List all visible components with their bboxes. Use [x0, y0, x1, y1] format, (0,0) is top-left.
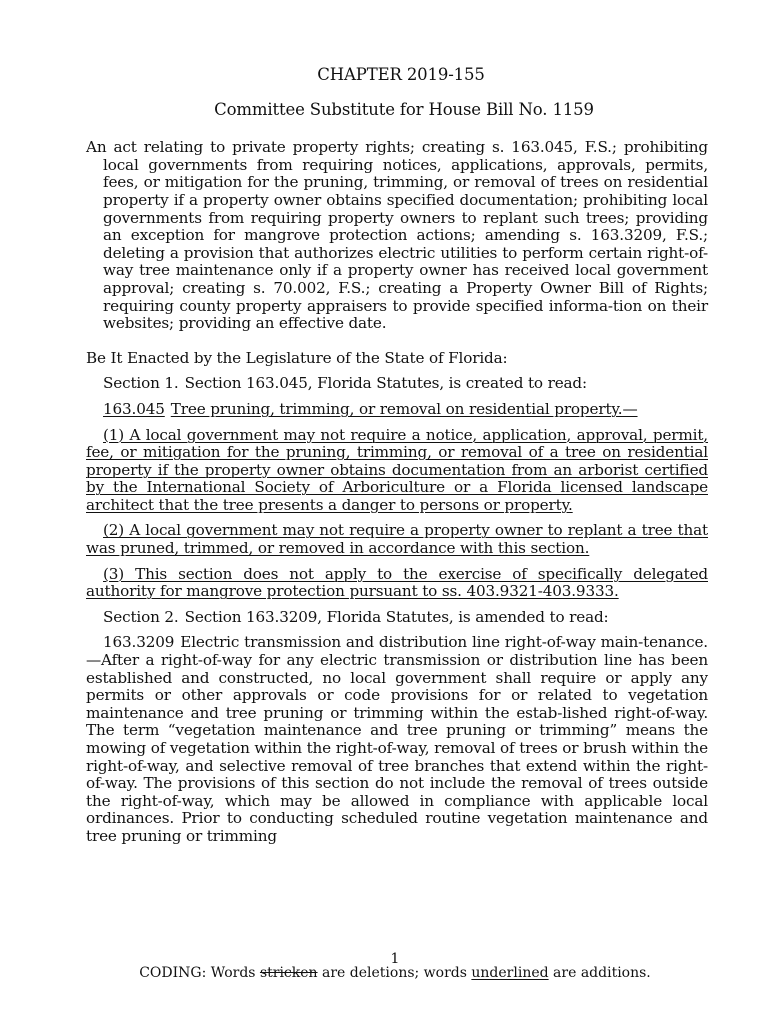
section-163-3209-body — [86, 634, 708, 845]
heading-number: 163.045 Tree pruning, trimming, or removal on residential property.— — [103, 399, 638, 418]
statute-body: Electric transmission and distribution line right-of-way main-tenance.—After a right-of-way for any electric transmission or distribution line has been established and constructed, no local government shall require or apply any permits or other approvals or code provisions for or related to vegetation maintenance and tree pruning or trimming within the estab-lished right-of-way. The term “vegetation maintenance and tree pruning or trimming” means the mowing of vegetation within the right-of-way, removal of trees or brush within the right-of-way, and selective removal of tree branches that extend within the right-of-way. The provisions of this section do not include the removal of trees outside the right-of-way, which may be allowed in compliance with applicable local ordinances. Prior to conducting scheduled routine vegetation maintenance and tree pruning or trimming — [86, 633, 708, 845]
coding-legend: CODING: Words stricken are deletions; words underlined are additions. — [139, 965, 651, 981]
statute-number: 163.3209 — [103, 633, 175, 652]
section-1-label: Section 1. — [103, 374, 179, 393]
enacting-clause: Be It Enacted by the Legislature of the State of Florida: — [86, 348, 508, 367]
subsection-2: (2) A local government may not require a property owner to replant a tree that was pruned, trimmed, or removed in accordance with this section. — [86, 521, 708, 558]
act-title: An act relating to private property rights; creating s. 163.045, F.S.; prohibiting local governments from requiring notices, applications, approvals, permits, fees, or mitigation for the pruning, trimming, or removal of trees on residential property if a property owner obtains specified documentation; prohibiting local governments from requiring property owners to replant such trees; providing an exception for mangrove protection actions; amending s. 163.3209, F.S.; deleting a provision that authorizes electric utilities to perform certain right-of-way tree maintenance only if a property owner has received local government approval; creating s. 70.002, F.S.; creating a Property Owner Bill of Rights; requiring county property appraisers to provide specified informa-tion on their websites; providing an effective date. — [86, 138, 708, 333]
chapter-heading: CHAPTER 2019-155 — [317, 65, 485, 84]
section-2-label: Section 2. — [103, 607, 179, 626]
section-1-intro — [86, 375, 708, 393]
coding-underlined: underlined — [471, 965, 549, 981]
section-2-text: Section 163.3209, Florida Statutes, is amended to read: — [184, 607, 609, 626]
section-163-045-heading — [86, 401, 708, 419]
document-page — [86, 66, 708, 854]
bill-title: Committee Substitute for House Bill No. 1159 — [214, 99, 594, 119]
section-2-intro — [86, 609, 708, 627]
subsection-3: (3) This section does not apply to the exercise of specifically delegated authority for mangrove protection pursuant to ss. 403.9321-403.9333. — [86, 564, 708, 601]
heading-title: Tree pruning, trimming, or removal on residential property.— — [170, 399, 638, 418]
section-1-text: Section 163.045, Florida Statutes, is created to read: — [184, 374, 587, 393]
coding-stricken: stricken — [259, 965, 318, 981]
page-number: 1 — [390, 951, 400, 967]
subsection-1: (1) A local government may not require a notice, application, approval, permit, fee, or mitigation for the pruning, trimming, or removal of a tree on residential property if the property owner obtains documentation from an arborist certified by the International Society of Arboriculture or a Florida licensed landscape architect that the tree presents a danger to persons or property. — [86, 425, 708, 514]
